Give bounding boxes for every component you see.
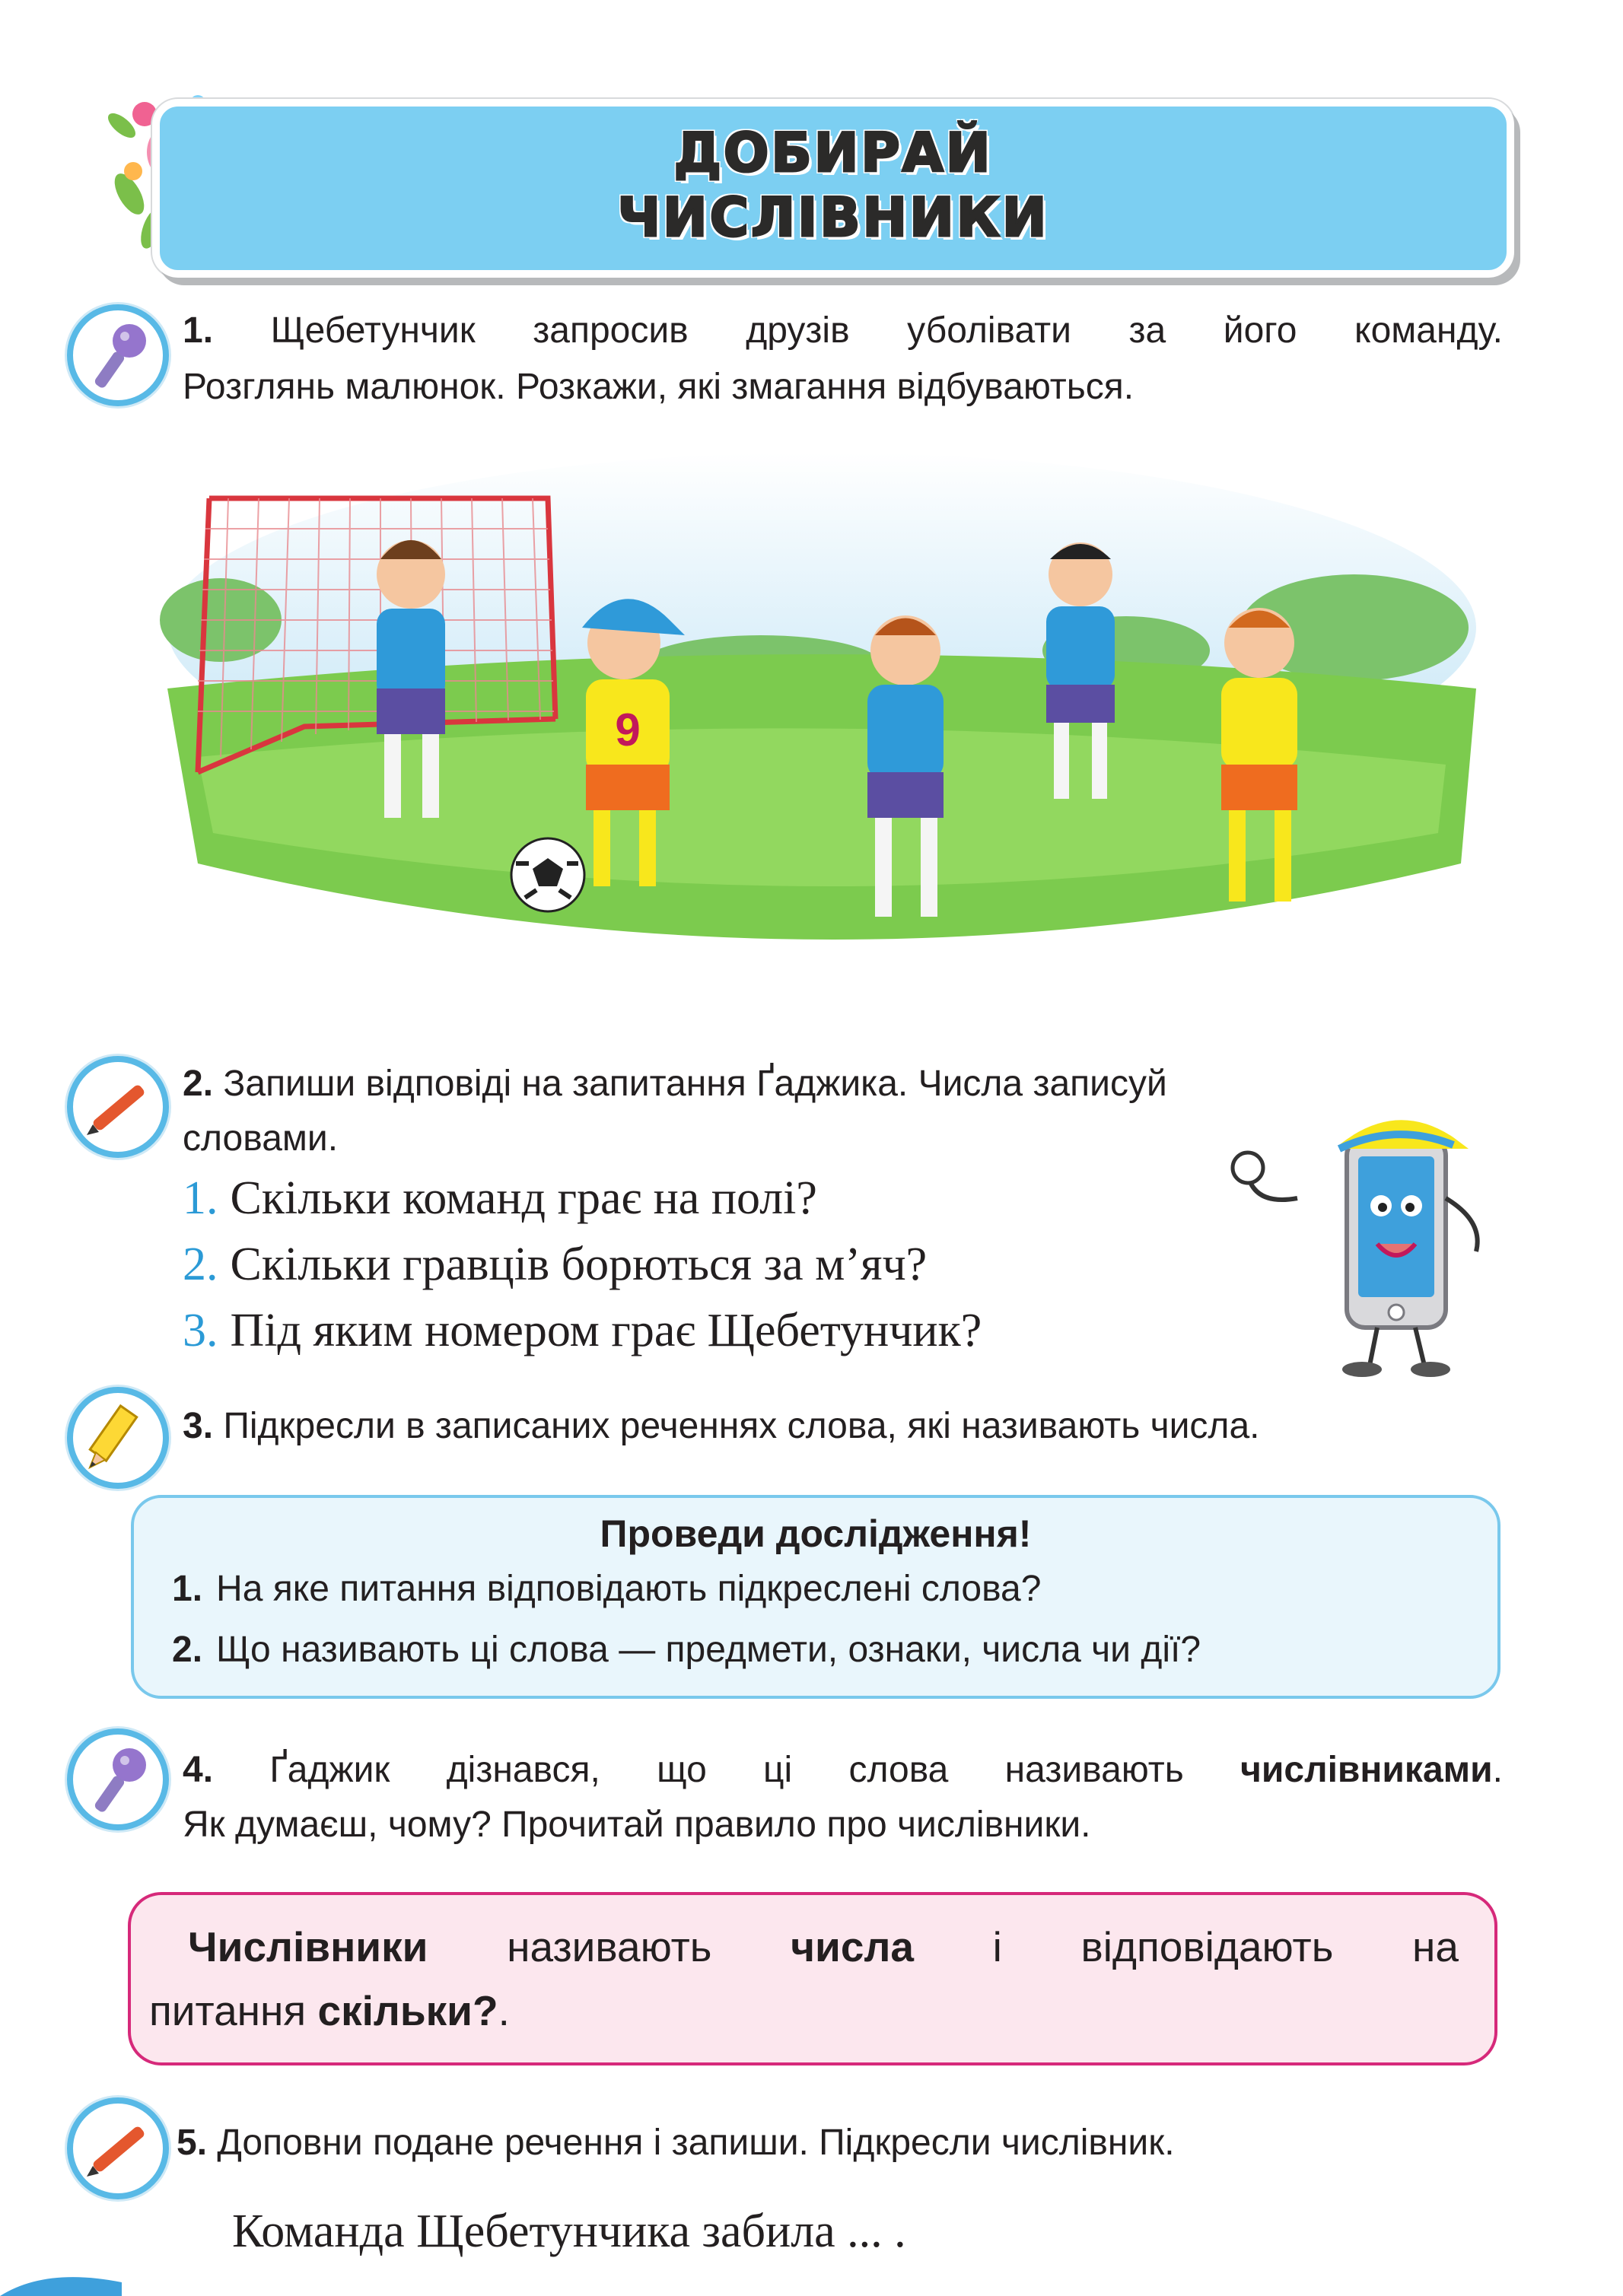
task-1-text-1: Щебетунчик запросив друзів уболівати за його команду. — [270, 310, 1504, 351]
task-4-line-1 — [183, 1742, 1503, 1798]
page-title-line-1: ДОБИРАЙ — [673, 122, 993, 184]
task-3-line-1 — [183, 1398, 1259, 1455]
rule-word-1: Числівники — [188, 1923, 428, 1970]
task-3-text-1: Підкресли в записаних реченнях слова, які називають числа. — [223, 1406, 1260, 1446]
task-1-line-2: Розглянь малюнок. Розкажи, які змагання відбуваються. — [183, 367, 1135, 407]
phone-character — [1225, 1092, 1499, 1381]
pencil-icon — [67, 1387, 169, 1489]
question-3 — [183, 1304, 982, 1358]
task-4-number: 4. — [183, 1750, 214, 1790]
task-2-number: 2. — [183, 1064, 214, 1104]
task-2-line-1 — [183, 1056, 1167, 1112]
research-item-1-text: На яке питання відповідають підкреслені слова? — [216, 1569, 1042, 1609]
soccer-ball — [511, 838, 584, 911]
page-title-line-2: ЧИСЛІВНИКИ — [617, 186, 1049, 249]
task-4-text-before: Ґаджик дізнався, що ці слова називають — [269, 1750, 1184, 1790]
title-banner — [152, 99, 1514, 278]
microphone-icon — [67, 304, 169, 406]
research-item-1 — [172, 1568, 1041, 1610]
question-3-number: 3. — [183, 1305, 218, 1356]
rule-line-1 — [188, 1922, 1459, 1971]
pen-icon — [67, 1056, 169, 1158]
jersey-number: 9 — [615, 704, 641, 755]
question-2-text: Скільки гравців борються за м’яч? — [230, 1239, 928, 1290]
task-2-line-2: словами. — [183, 1118, 339, 1159]
rule-word-4: і — [992, 1923, 1002, 1970]
research-item-1-number: 1. — [172, 1569, 203, 1609]
final-sentence: Команда Щебетунчика забила ... . — [232, 2205, 906, 2257]
pen-icon — [67, 2097, 169, 2199]
task-4-line-2: Як думаєш, чому? Прочитай правило про числівники. — [183, 1805, 1091, 1845]
task-5-text-1: Доповни подане речення і запиши. Підкресли числівник. — [217, 2123, 1175, 2163]
task-2-text-1: Запиши відповіді на запитання Ґаджика. Числа записуй — [223, 1064, 1167, 1104]
question-1-text: Скільки команд грає на полі? — [230, 1172, 817, 1224]
task-4-text-after: . — [1492, 1750, 1503, 1790]
rule-box — [128, 1892, 1497, 2065]
task-1-number: 1. — [183, 310, 214, 351]
rule-word-5: відповідають — [1080, 1923, 1334, 1970]
research-box — [131, 1495, 1500, 1699]
rule-word-3: числа — [791, 1923, 914, 1970]
task-5-line-1 — [177, 2115, 1175, 2171]
question-2-number: 2. — [183, 1239, 218, 1290]
rule-word-6: на — [1412, 1923, 1459, 1970]
research-item-2 — [172, 1629, 1201, 1671]
question-2 — [183, 1238, 927, 1292]
corner-decoration — [0, 2267, 122, 2296]
task-5-number: 5. — [177, 2123, 208, 2163]
task-4-bold-word: числівниками — [1240, 1750, 1493, 1790]
task-3-number: 3. — [183, 1406, 214, 1446]
microphone-icon — [67, 1728, 169, 1830]
research-item-2-text: Що називають ці слова — предмети, ознаки, числа чи дії? — [216, 1630, 1201, 1670]
question-1-number: 1. — [183, 1172, 218, 1224]
rule-word-2: називають — [507, 1923, 712, 1970]
rule-line-2-end: . — [498, 1987, 510, 2034]
question-1 — [183, 1172, 817, 1226]
football-illustration — [152, 437, 1491, 1000]
rule-line-2-bold: скільки? — [317, 1987, 498, 2034]
research-title: Проведи дослідження! — [600, 1512, 1032, 1555]
research-item-2-number: 2. — [172, 1630, 203, 1670]
rule-line-2 — [149, 1986, 510, 2035]
question-3-text: Під яким номером грає Щебетунчик? — [230, 1305, 982, 1356]
rule-line-2-text: питання — [149, 1987, 307, 2034]
task-1-line-1 — [183, 303, 1503, 359]
